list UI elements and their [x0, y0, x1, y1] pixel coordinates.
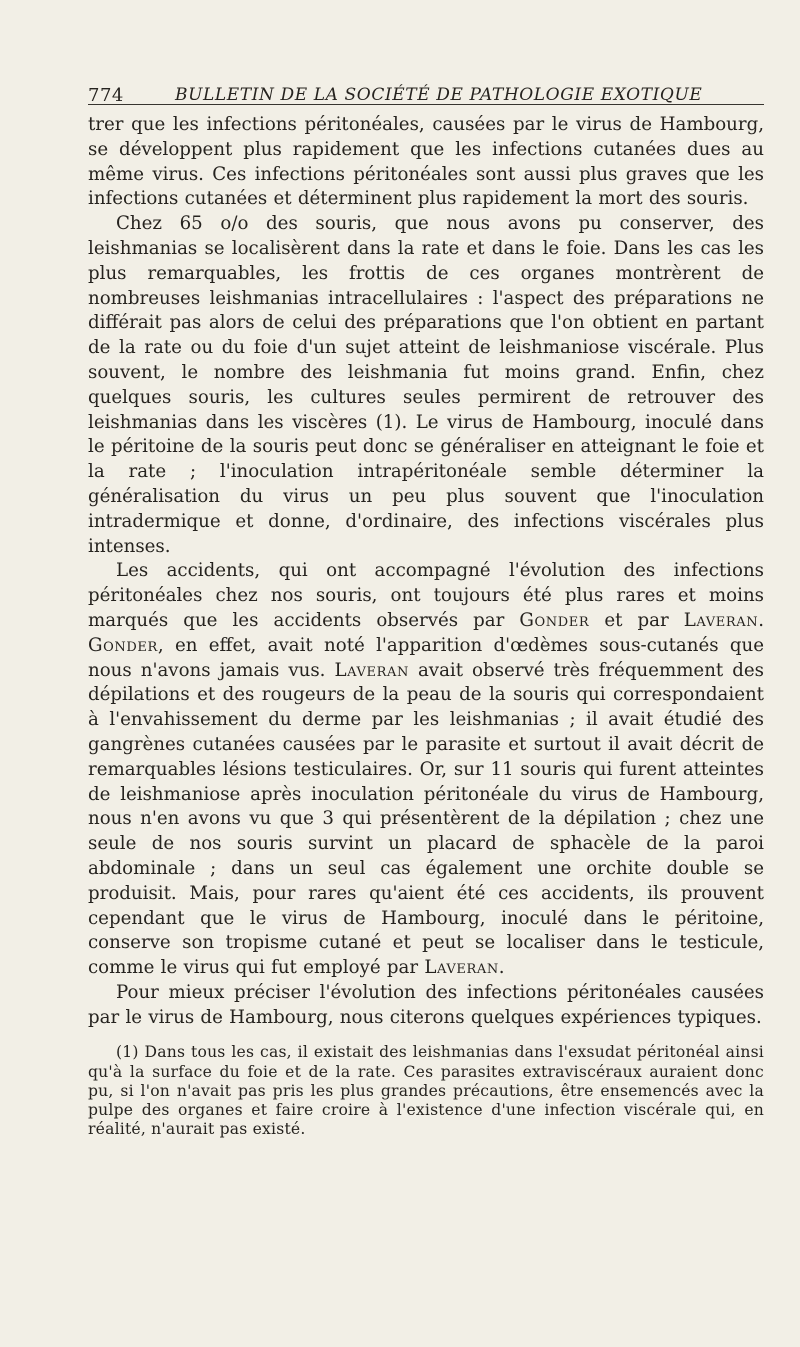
paragraph-text: , en effet, avait noté l'apparition d'œdèmes sous-cutanés que nous n'avons jamais vus.	[88, 634, 764, 681]
paragraph-experiments-intro: Pour mieux préciser l'évolution des infections péritonéales causées par le virus de Hambourg, nous citerons quelques expériences typiques.	[88, 981, 764, 1028]
paragraph-accidents	[88, 559, 764, 981]
running-header	[88, 79, 764, 105]
footnote	[88, 1043, 764, 1138]
author-name: Laveran	[683, 609, 759, 631]
running-title: BULLETIN DE LA SOCIÉTÉ DE PATHOLOGIE EXOTIQUE	[175, 85, 703, 105]
paragraph-text: .	[758, 609, 764, 631]
paragraph-text: avait observé très fréquemment des dépilations et des rougeurs de la peau de la souris qui correspondaient à l'envahissement du derme par les leishmanias ; il avait étudié des gangrènes cutanées causées par le parasite et surtout il avait décrit de remarquables lésions testiculaires. Or, sur 11 souris qui furent atteintes de leishmaniose après inoculation péritonéale du virus de Hambourg, nous n'en avons vu que 3 qui présentèrent de la dépilation ; chez une seule de nos souris survint un placard de sphacèle de la paroi abdominale ; dans un seul cas également une orchite double se produisit. Mais, pour rares qu'aient été ces accidents, ils prouvent cependant que le virus de Hambourg, inoculé dans le péritoine, conserve son tropisme cutané et peut se localiser dans le testicule, comme le virus qui fut employé par	[88, 659, 764, 979]
paragraph-viscera-localization: Chez 65 o/o des souris, que nous avons pu conserver, des leishmanias se localisèrent dans la rate et dans le foie. Dans les cas les plus remarquables, les frottis de ces organes montrèrent de nombreuses leishmanias intracellulaires : l'aspect des préparations ne différait pas alors de celui des préparations que l'on obtient en partant de la rate ou du foie d'un sujet atteint de leishmaniose viscérale. Plus souvent, le nombre des leishmania fut moins grand. Enfin, chez quelques souris, les cultures seules permirent de retrouver des leishmanias dans les viscères (1). Le virus de Hambourg, inoculé dans le péritoine de la souris peut donc se généraliser en atteignant le foie et la rate ; l'inoculation intrapéritonéale semble déterminer la généralisation du virus un peu plus souvent que l'inoculation intradermique et donne, d'ordinaire, des infections viscérales plus intenses.	[88, 213, 764, 557]
paragraph-text: .	[498, 957, 505, 979]
paragraph-text: et par	[589, 609, 684, 631]
paragraph-continuation: trer que les infections péritonéales, causées par le virus de Hambourg, se développent plus rapidement que les infections cutanées dues au même virus. Ces infections péritonéales sont aussi plus graves que les infections cutanées et déterminent plus rapidement la mort des souris.	[88, 114, 764, 210]
author-name: Laveran	[424, 957, 499, 979]
author-name: Gonder	[519, 609, 590, 631]
paragraph-text: Les accidents, qui ont accompagné l'évolution des infections péritonéales chez nos souris, ont toujours été plus rares et moins marqués que les accidents observés par	[88, 560, 764, 631]
page-number: 774	[88, 85, 124, 106]
footnote-text: (1) Dans tous les cas, il existait des leishmanias dans l'exsudat péritonéal ainsi qu'à la surface du foie et de la rate. Ces parasites extraviscéraux auraient donc pu, si l'on n'avait pas pris les plus grandes précautions, être ensemencés avec la pulpe des organes et faire croire à l'existence d'une infection viscérale qui, en réalité, n'aurait pas existé.	[88, 1043, 764, 1138]
author-name: Gonder	[88, 634, 158, 656]
main-text	[88, 113, 764, 1030]
author-name: Laveran	[334, 659, 409, 681]
